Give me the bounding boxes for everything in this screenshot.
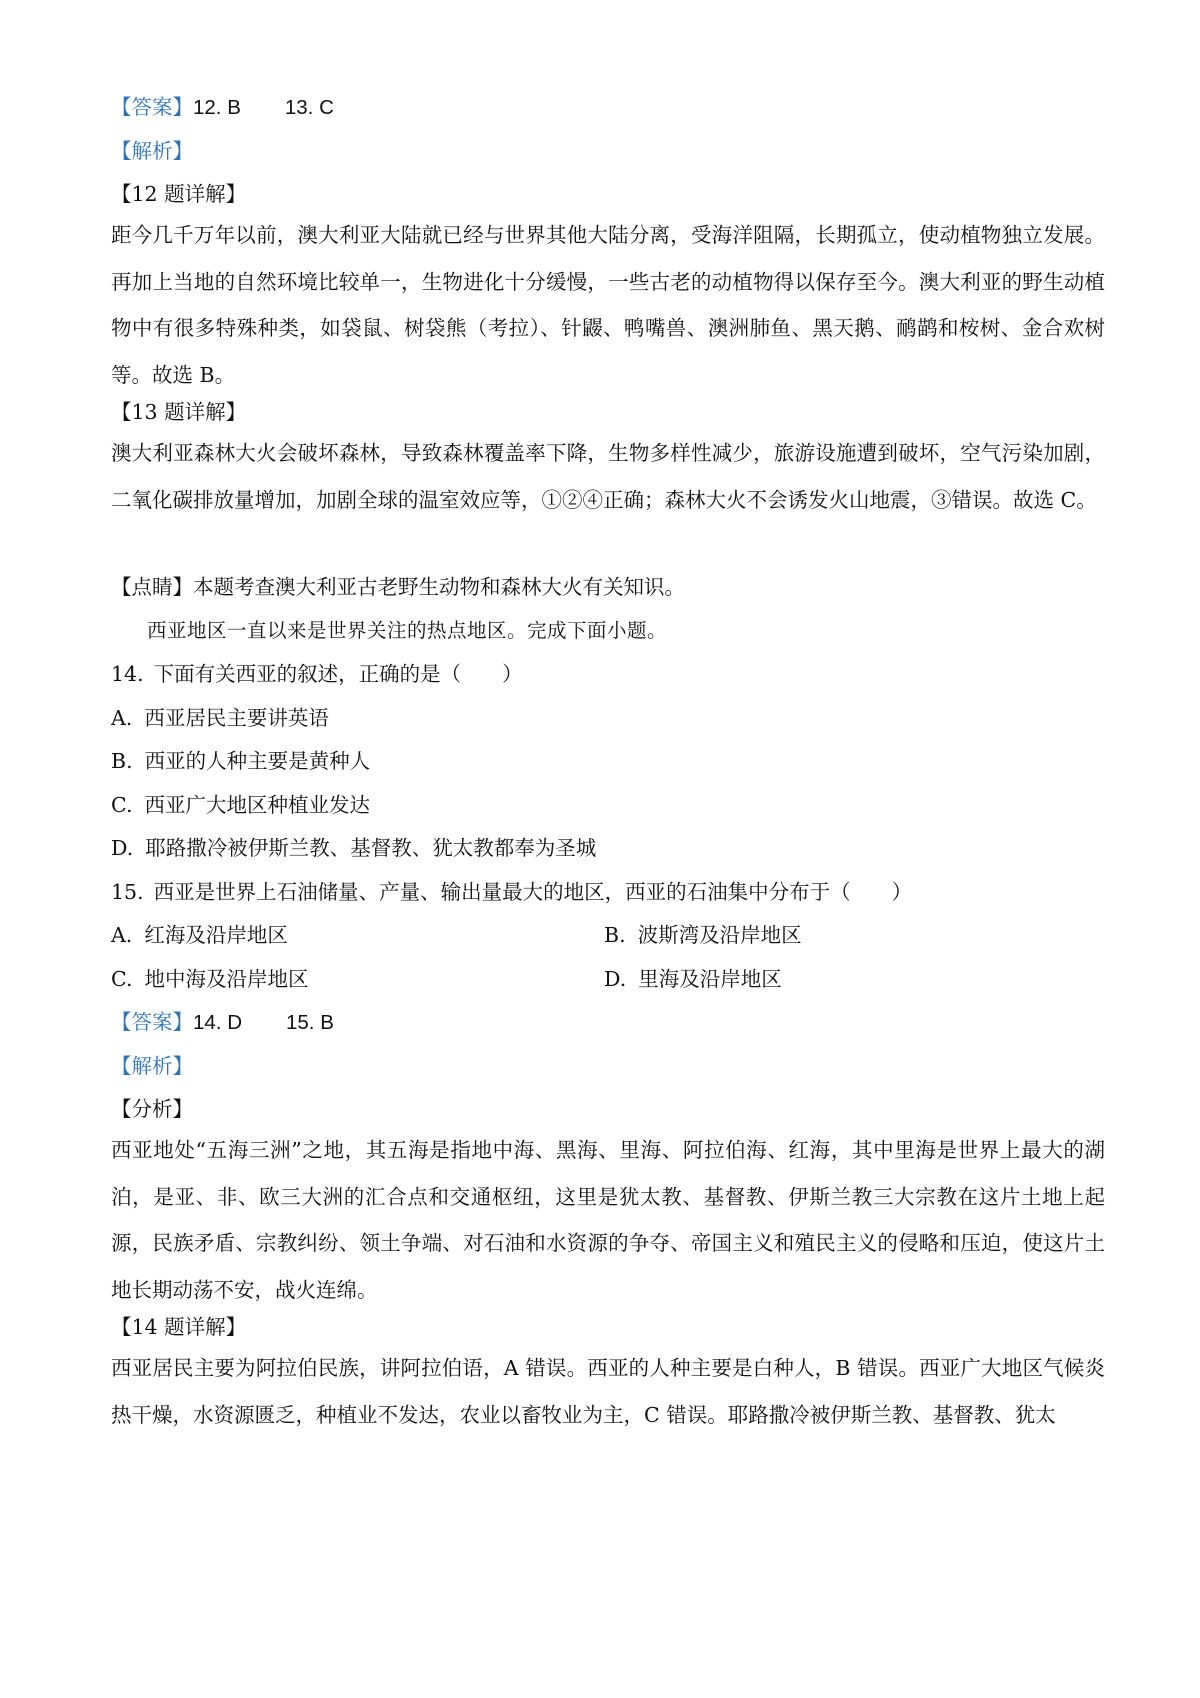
q15-option-c: C. 地中海及沿岸地区 [111, 967, 309, 991]
q14-option-c: C. 西亚广大地区种植业发达 [111, 793, 370, 817]
detail-13-heading: 【13 题详解】 [111, 400, 247, 424]
q14-option-b: B. 西亚的人种主要是黄种人 [111, 749, 371, 773]
q15-option-a: A. 红海及沿岸地区 [111, 923, 288, 947]
q14-option-a: A. 西亚居民主要讲英语 [111, 706, 329, 730]
analysis-tag-2: 【解析】 [111, 1054, 193, 1078]
detail-14-heading: 【14 题详解】 [111, 1315, 247, 1339]
answer-line-2 [111, 1007, 334, 1038]
answer-line-1 [111, 92, 334, 123]
detail-12-heading: 【12 题详解】 [111, 182, 247, 206]
answer-tag: 【答案】 [111, 95, 193, 119]
fenxi-heading: 【分析】 [111, 1097, 193, 1121]
fenxi-text: 西亚地处“五海三洲”之地，其五海是指地中海、黑海、里海、阿拉伯海、红海，其中里海是世界上最大的湖泊，是亚、非、欧三大洲的汇合点和交通枢纽，这里是犹太教、基督教、伊斯兰教三大宗教在这片土地上起源，民族矛盾、宗教纠纷、领土争端、对石油和水资源的争夺、帝国主义和殖民主义的侵略和压迫，使这片土地长期动荡不安，战火连绵。 [111, 1138, 1105, 1302]
question-15-stem: 西亚是世界上石油储量、产量、输出量最大的地区，西亚的石油集中分布于（ ） [153, 880, 913, 904]
answer-15: 15. B [286, 1011, 334, 1034]
comment-tag: 【点睛】 [111, 575, 193, 599]
answer-tag: 【答案】 [111, 1010, 193, 1034]
question-14-stem: 下面有关西亚的叙述，正确的是（ ） [153, 662, 523, 686]
detail-14-text: 西亚居民主要为阿拉伯民族，讲阿拉伯语，A 错误。西亚的人种主要是白种人，B 错误。西亚广大地区气候炎热干燥，水资源匮乏，种植业不发达，农业以畜牧业为主，C 错误。耶路撒冷被伊斯兰教、基督教、犹太 [111, 1356, 1105, 1427]
answer-12: 12. B [193, 96, 241, 119]
analysis-tag-1: 【解析】 [111, 139, 193, 163]
detail-13-text: 澳大利亚森林大火会破坏森林，导致森林覆盖率下降，生物多样性减少，旅游设施遭到破坏，空气污染加剧，二氧化碳排放量增加，加剧全球的温室效应等，①②④正确；森林大火不会诱发火山地震，③错误。故选 C。 [111, 441, 1105, 512]
detail-12-text: 距今几千万年以前，澳大利亚大陆就已经与世界其他大陆分离，受海洋阻隔，长期孤立，使动植物独立发展。再加上当地的自然环境比较单一，生物进化十分缓慢，一些古老的动植物得以保存至今。澳大利亚的野生动植物中有很多特殊种类，如袋鼠、树袋熊（考拉）、针鼹、鸭嘴兽、澳洲肺鱼、黑天鹅、鸸鹋和桉树、金合欢树等。故选 B。 [111, 223, 1105, 387]
question-14-number: 14. [111, 662, 144, 686]
question-intro: 西亚地区一直以来是世界关注的热点地区。完成下面小题。 [147, 619, 668, 642]
q15-option-b: B. 波斯湾及沿岸地区 [604, 923, 802, 947]
answer-13: 13. C [284, 96, 334, 119]
question-14 [111, 659, 523, 689]
q15-option-d: D. 里海及沿岸地区 [604, 967, 782, 991]
question-15 [111, 877, 912, 907]
q14-option-d: D. 耶路撒冷被伊斯兰教、基督教、犹太教都奉为圣城 [111, 836, 597, 860]
answer-14: 14. D [193, 1011, 242, 1034]
question-15-number: 15. [111, 880, 144, 904]
comment-line [111, 572, 685, 602]
comment-text: 本题考查澳大利亚古老野生动物和森林大火有关知识。 [193, 575, 685, 599]
